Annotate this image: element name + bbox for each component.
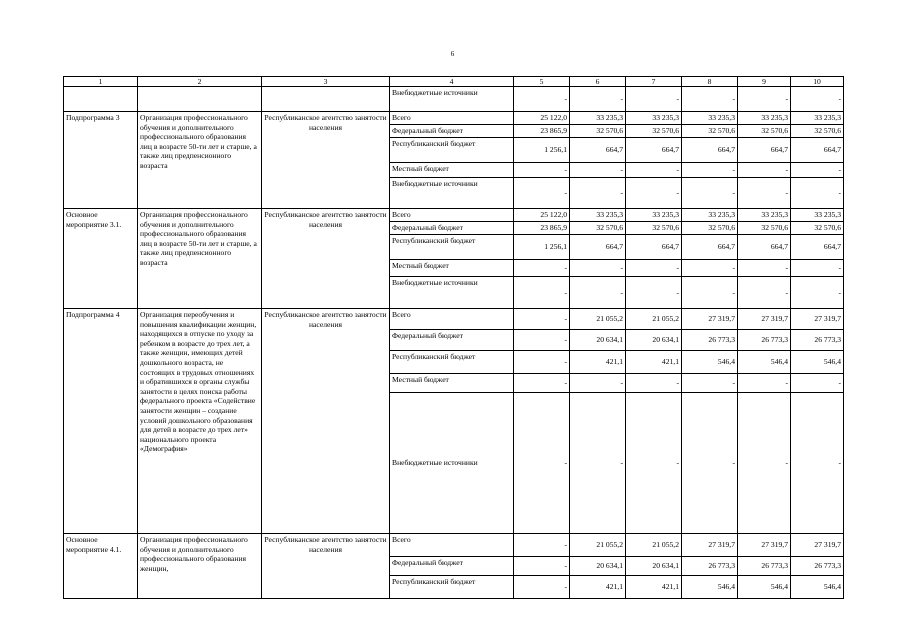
column-number: 3: [262, 77, 390, 87]
amount-cell: 21 055,2: [570, 309, 626, 330]
amount-cell: 664,7: [626, 138, 682, 163]
amount-cell: 33 235,3: [682, 209, 738, 222]
amount-cell: -: [570, 374, 626, 393]
amount-cell: 32 570,6: [738, 222, 791, 235]
funding-source: Республиканский бюджет: [390, 138, 514, 163]
funding-source: Местный бюджет: [390, 374, 514, 393]
amount-cell: 546,4: [738, 351, 791, 374]
amount-cell: 21 055,2: [570, 534, 626, 557]
amount-cell: 32 570,6: [626, 125, 682, 138]
amount-cell: 21 055,2: [626, 534, 682, 557]
amount-cell: 33 235,3: [626, 209, 682, 222]
amount-cell: 25 122,0: [514, 209, 570, 222]
amount-cell: -: [570, 178, 626, 209]
funding-source: Всего: [390, 112, 514, 125]
program-title: Организация профессионального обучения и дополнительного профессионального образования лиц в возрасте 50-ти лет и старше, а также лиц предпенсионного возраста: [138, 112, 262, 209]
amount-cell: 32 570,6: [682, 222, 738, 235]
amount-cell: 32 570,6: [682, 125, 738, 138]
amount-cell: 33 235,3: [626, 112, 682, 125]
amount-cell: 33 235,3: [570, 209, 626, 222]
amount-cell: 33 235,3: [738, 209, 791, 222]
table-row: [64, 112, 844, 125]
program-executor: Республиканское агентство занятости населения: [262, 534, 390, 599]
amount-cell: -: [738, 277, 791, 309]
table-row: [64, 309, 844, 330]
amount-cell: 26 773,3: [682, 330, 738, 351]
amount-cell: -: [738, 178, 791, 209]
amount-cell: -: [738, 163, 791, 178]
amount-cell: 32 570,6: [791, 125, 844, 138]
funding-source: Местный бюджет: [390, 163, 514, 178]
amount-cell: -: [791, 87, 844, 112]
amount-cell: 664,7: [570, 235, 626, 260]
amount-cell: -: [570, 163, 626, 178]
amount-cell: -: [626, 260, 682, 277]
amount-cell: -: [626, 87, 682, 112]
column-number: 5: [514, 77, 570, 87]
column-number-row: [64, 77, 844, 87]
program-title: Организация переобучения и повышения квалификации женщин, находящихся в отпуске по уходу за ребенком в возрасте до трех лет, а также женщин, имеющих детей дошкольного возраста, не состоящих в трудовых отношениях и обратившихся в органы службы занятости в целях поиска работы федерального проекта «Содействие занятости женщин – создание условий дошкольного образования для детей в возрасте до трех лет» национального проекта «Демография»: [138, 309, 262, 534]
amount-cell: 546,4: [738, 576, 791, 599]
table-row: [64, 534, 844, 557]
amount-cell: 32 570,6: [570, 125, 626, 138]
budget-table: [63, 76, 844, 599]
amount-cell: -: [514, 351, 570, 374]
program-executor: Республиканское агентство занятости населения: [262, 309, 390, 534]
funding-source: Федеральный бюджет: [390, 330, 514, 351]
table-row: [64, 209, 844, 222]
amount-cell: 546,4: [791, 576, 844, 599]
amount-cell: 32 570,6: [791, 222, 844, 235]
amount-cell: -: [514, 260, 570, 277]
amount-cell: 1 256,1: [514, 235, 570, 260]
page-number: 6: [450, 50, 455, 58]
amount-cell: 26 773,3: [791, 330, 844, 351]
column-number: 6: [570, 77, 626, 87]
funding-source: Всего: [390, 309, 514, 330]
column-number: 2: [138, 77, 262, 87]
amount-cell: -: [514, 534, 570, 557]
amount-cell: 421,1: [626, 351, 682, 374]
funding-source: Внебюджетные источники: [390, 277, 514, 309]
amount-cell: 20 634,1: [570, 557, 626, 576]
amount-cell: 33 235,3: [682, 112, 738, 125]
amount-cell: -: [514, 557, 570, 576]
funding-source: Федеральный бюджет: [390, 557, 514, 576]
amount-cell: -: [682, 393, 738, 534]
column-number: 10: [791, 77, 844, 87]
funding-source: Внебюджетные источники: [390, 178, 514, 209]
amount-cell: -: [514, 87, 570, 112]
amount-cell: 421,1: [626, 576, 682, 599]
amount-cell: 20 634,1: [570, 330, 626, 351]
program-executor: Республиканское агентство занятости населения: [262, 209, 390, 309]
amount-cell: -: [514, 393, 570, 534]
amount-cell: -: [738, 393, 791, 534]
column-number: 8: [682, 77, 738, 87]
amount-cell: 26 773,3: [791, 557, 844, 576]
amount-cell: 26 773,3: [738, 330, 791, 351]
amount-cell: 20 634,1: [626, 330, 682, 351]
amount-cell: 26 773,3: [682, 557, 738, 576]
amount-cell: 664,7: [626, 235, 682, 260]
amount-cell: 664,7: [682, 138, 738, 163]
program-code: Основное мероприятие 3.1.: [64, 209, 138, 309]
funding-source: Внебюджетные источники: [390, 393, 514, 534]
funding-source: Местный бюджет: [390, 260, 514, 277]
amount-cell: 23 865,9: [514, 125, 570, 138]
amount-cell: -: [626, 393, 682, 534]
amount-cell: -: [791, 178, 844, 209]
amount-cell: 33 235,3: [738, 112, 791, 125]
amount-cell: 664,7: [791, 235, 844, 260]
amount-cell: 33 235,3: [570, 112, 626, 125]
column-number: 7: [626, 77, 682, 87]
amount-cell: -: [791, 277, 844, 309]
amount-cell: 27 319,7: [791, 309, 844, 330]
amount-cell: 33 235,3: [791, 112, 844, 125]
amount-cell: 32 570,6: [626, 222, 682, 235]
amount-cell: 26 773,3: [738, 557, 791, 576]
amount-cell: 664,7: [791, 138, 844, 163]
amount-cell: -: [626, 178, 682, 209]
program-code: Подпрограмма 4: [64, 309, 138, 534]
empty-cell: [64, 87, 138, 112]
amount-cell: 27 319,7: [738, 534, 791, 557]
amount-cell: 27 319,7: [682, 534, 738, 557]
column-number: 1: [64, 77, 138, 87]
amount-cell: 546,4: [682, 351, 738, 374]
empty-cell: [262, 87, 390, 112]
program-code: Подпрограмма 3: [64, 112, 138, 209]
amount-cell: -: [738, 374, 791, 393]
amount-cell: 664,7: [738, 235, 791, 260]
amount-cell: -: [682, 260, 738, 277]
amount-cell: -: [738, 260, 791, 277]
amount-cell: -: [791, 374, 844, 393]
funding-source: Всего: [390, 534, 514, 557]
amount-cell: -: [682, 374, 738, 393]
amount-cell: 546,4: [682, 576, 738, 599]
amount-cell: -: [682, 87, 738, 112]
amount-cell: -: [791, 393, 844, 534]
amount-cell: -: [514, 277, 570, 309]
amount-cell: 23 865,9: [514, 222, 570, 235]
amount-cell: 27 319,7: [738, 309, 791, 330]
amount-cell: -: [514, 330, 570, 351]
amount-cell: 21 055,2: [626, 309, 682, 330]
amount-cell: 421,1: [570, 576, 626, 599]
amount-cell: -: [682, 163, 738, 178]
amount-cell: -: [570, 393, 626, 534]
amount-cell: 20 634,1: [626, 557, 682, 576]
amount-cell: -: [682, 178, 738, 209]
column-number: 4: [390, 77, 514, 87]
program-title: Организация профессионального обучения и дополнительного профессионального образования женщин,: [138, 534, 262, 599]
amount-cell: 27 319,7: [791, 534, 844, 557]
amount-cell: 664,7: [682, 235, 738, 260]
amount-cell: 27 319,7: [682, 309, 738, 330]
amount-cell: 25 122,0: [514, 112, 570, 125]
amount-cell: -: [626, 163, 682, 178]
funding-source: Республиканский бюджет: [390, 235, 514, 260]
amount-cell: -: [791, 260, 844, 277]
amount-cell: 664,7: [570, 138, 626, 163]
amount-cell: 546,4: [791, 351, 844, 374]
amount-cell: -: [514, 576, 570, 599]
column-number: 9: [738, 77, 791, 87]
amount-cell: -: [514, 374, 570, 393]
amount-cell: -: [738, 87, 791, 112]
amount-cell: -: [570, 277, 626, 309]
amount-cell: -: [626, 374, 682, 393]
table-row: [64, 87, 844, 112]
funding-source: Республиканский бюджет: [390, 576, 514, 599]
amount-cell: 32 570,6: [570, 222, 626, 235]
amount-cell: -: [570, 260, 626, 277]
amount-cell: -: [626, 277, 682, 309]
amount-cell: 1 256,1: [514, 138, 570, 163]
funding-source: Федеральный бюджет: [390, 222, 514, 235]
program-title: Организация профессионального обучения и дополнительного профессионального образования лиц в возрасте 50-ти лет и старше, а также лиц предпенсионного возраста: [138, 209, 262, 309]
funding-source: Республиканский бюджет: [390, 351, 514, 374]
amount-cell: -: [682, 277, 738, 309]
funding-source: Всего: [390, 209, 514, 222]
funding-source: Федеральный бюджет: [390, 125, 514, 138]
amount-cell: -: [514, 178, 570, 209]
amount-cell: 32 570,6: [738, 125, 791, 138]
amount-cell: -: [791, 163, 844, 178]
amount-cell: 421,1: [570, 351, 626, 374]
amount-cell: -: [514, 163, 570, 178]
program-code: Основное мероприятие 4.1.: [64, 534, 138, 599]
program-executor: Республиканское агентство занятости населения: [262, 112, 390, 209]
amount-cell: 33 235,3: [791, 209, 844, 222]
empty-cell: [138, 87, 262, 112]
funding-source: Внебюджетные источники: [390, 87, 514, 112]
amount-cell: 664,7: [738, 138, 791, 163]
amount-cell: -: [570, 87, 626, 112]
amount-cell: -: [514, 309, 570, 330]
